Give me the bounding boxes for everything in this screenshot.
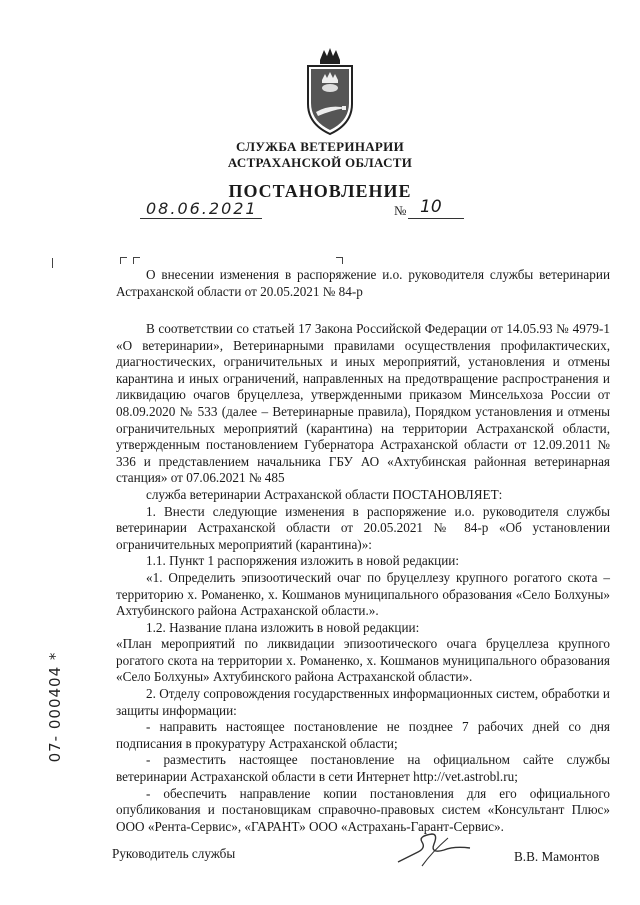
item-1-2-paragraph: 1.2. Название плана изложить в новой редакции: bbox=[146, 619, 420, 635]
preamble-paragraph: В соответствии со статьей 17 Закона Российской Федерации от 14.05.93 № 4979-1 «О ветеринарии», Ветеринарными правилами осуществления профилактических, диагностических, ограничительных и иных мероприятий, установления и отмены карантина и иных ограничений, направленных на предотвращение распространения и ликвидацию очагов бруцеллеза, утвержденными приказом Минсельхоза России от 08.09.2020 № 533 (далее – Ветеринарные правила), Порядком установления и отмены ограничительных мероприятий (карантина) на территории Астраханской области, утвержденным постановлением Губернатора Астраханской области от 12.09.2011 № 336 и представлением начальника ГБУ АО «Ахтубинская районная ветеринарная станция» от 07.06.2021 № 485 bbox=[116, 321, 610, 486]
signatory-position: Руководитель службы bbox=[112, 846, 236, 861]
document-number: 10 bbox=[420, 197, 442, 217]
document-date: 08.06.2021 bbox=[146, 199, 258, 218]
subject-corner-mark bbox=[120, 257, 127, 264]
document-subject: О внесении изменения в распоряжение и.о. руководителя службы ветеринарии Астраханской области от 20.05.2021 № 84-р bbox=[116, 267, 610, 299]
date-underline bbox=[140, 218, 262, 219]
margin-mark bbox=[52, 258, 59, 268]
subject-corner-mark bbox=[336, 257, 343, 264]
signatory-name: В.В. Мамонтов bbox=[514, 849, 600, 864]
item-1-1-text-paragraph: «1. Определить эпизоотический очаг по бруцеллезу крупного рогатого скота – территорию х. Романенко, х. Кошманов муниципального образования «Село Болхуны» Ахтубинского района Астраханской области.». bbox=[116, 569, 610, 619]
organization-name-line1: СЛУЖБА ВЕТЕРИНАРИИ bbox=[235, 139, 404, 154]
document-body bbox=[116, 321, 610, 835]
document-number-label: № bbox=[394, 203, 407, 218]
number-underline bbox=[408, 218, 464, 219]
item-1-2-text-paragraph: «План мероприятий по ликвидации эпизоотического очага бруцеллеза крупного рогатого скота на территории х. Романенко, х. Кошманов муниципального образования «Село Болхуны» Ахтубинского района Астраханской области». bbox=[116, 636, 610, 685]
item-1-1-paragraph: 1.1. Пункт 1 распоряжения изложить в новой редакции: bbox=[146, 553, 460, 569]
document-title: ПОСТАНОВЛЕНИЕ bbox=[228, 181, 412, 201]
registration-stamp bbox=[40, 640, 70, 780]
item-2b-paragraph: - разместить настоящее постановление на официальном сайте службы ветеринарии Астраханской области в сети Интернет http://vet.astrobl.ru; bbox=[116, 752, 610, 785]
decree-paragraph: служба ветеринарии Астраханской области ПОСТАНОВЛЯЕТ: bbox=[146, 486, 503, 502]
item-1-paragraph: 1. Внести следующие изменения в распоряжение и.о. руководителя службы ветеринарии Астраханской области от 20.05.2021 № 84-р «Об установлении ограничительных мероприятий (карантина)»: bbox=[116, 503, 610, 552]
organization-name-line2: АСТРАХАНСКОЙ ОБЛАСТИ bbox=[227, 155, 413, 170]
handwritten-signature-icon bbox=[392, 822, 482, 872]
coat-of-arms-icon bbox=[298, 46, 362, 138]
subject-corner-mark bbox=[133, 257, 140, 264]
item-2a-paragraph: - направить настоящее постановление не позднее 7 рабочих дней со дня подписания в прокуратуру Астраханской области; bbox=[116, 719, 610, 751]
item-2c-paragraph: - обеспечить направление копии постановления для его официального опубликования и постановщикам справочно-правовых систем «Консультант Плюс» ООО «Рента-Сервис», «ГАРАНТ» ООО «Астрахань-Гарант-Сервис». bbox=[116, 785, 610, 834]
item-2-paragraph: 2. Отделу сопровождения государственных информационных систем, обработки и защиты информации: bbox=[116, 686, 610, 718]
registration-stamp-text: 07- 000404 * bbox=[46, 651, 64, 763]
